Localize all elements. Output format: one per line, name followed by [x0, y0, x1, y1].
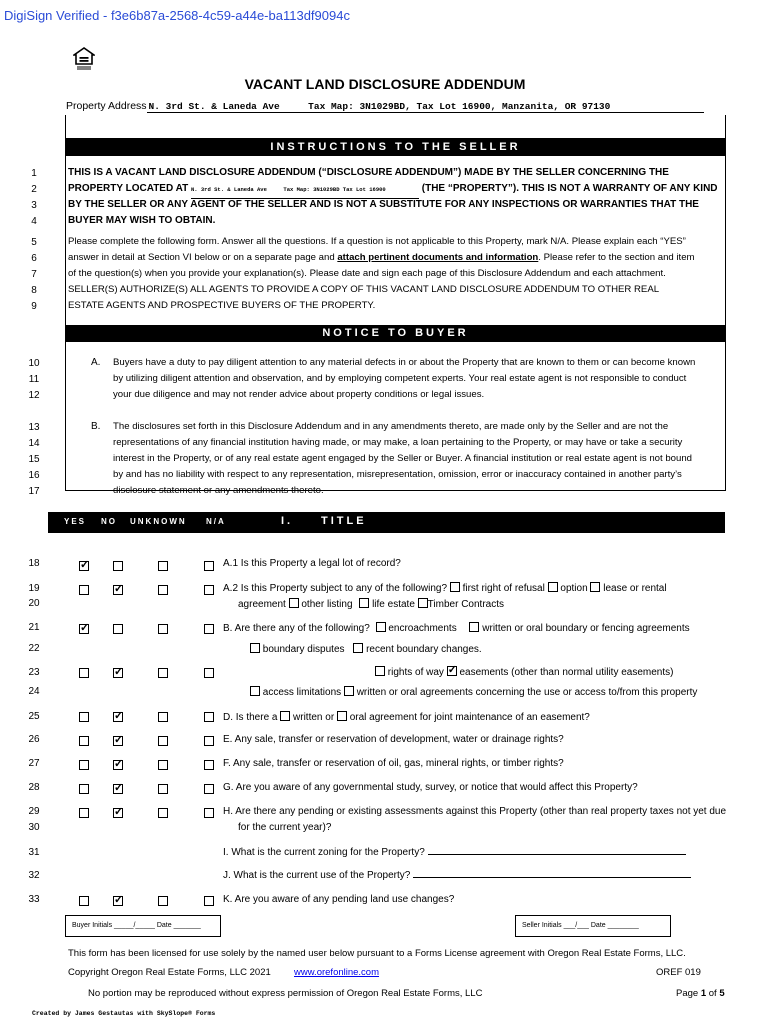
line-number: 12 [28, 390, 40, 401]
answer-na-checkbox[interactable] [204, 896, 214, 906]
col-yes: YES [64, 517, 87, 526]
current-use-input[interactable] [413, 877, 691, 878]
section-number: I. [281, 515, 294, 527]
line-number: 28 [28, 782, 40, 793]
page-label: Page [676, 988, 699, 999]
instruction-text: answer in detail at Section VI below or on a separate page and [68, 252, 335, 263]
answer-no-checkbox[interactable] [113, 624, 123, 634]
answer-na-checkbox[interactable] [204, 561, 214, 571]
answer-yes-checkbox[interactable] [79, 808, 89, 818]
question-f: F. Any sale, transfer or reservation of oil, gas, mineral rights, or timber rights? [223, 758, 564, 769]
property-address-row [66, 100, 716, 114]
encroachments-checkbox[interactable] [376, 622, 386, 632]
answer-unknown-checkbox[interactable] [158, 736, 168, 746]
line-number: 5 [31, 237, 37, 248]
first-right-checkbox[interactable] [450, 582, 460, 592]
line-number: 15 [28, 454, 40, 465]
option-label: boundary disputes [262, 644, 345, 655]
notice-header: NOTICE TO BUYER [66, 325, 725, 342]
notice-line: Buyers have a duty to pay diligent attention to any material defects in or about the Property that are known to them or can become known [113, 357, 696, 368]
answer-na-checkbox[interactable] [204, 624, 214, 634]
life-estate-checkbox[interactable] [359, 598, 369, 608]
notice-line: by utilizing diligent attention and observation, and by employing competent experts. Your real estate agent is not responsible to conduct [113, 373, 687, 384]
question-text: I. What is the current zoning for the Property? [223, 847, 425, 858]
question-b [223, 622, 690, 634]
line-number: 2 [31, 184, 37, 195]
license-notice: This form has been licensed for use solely by the named user below pursuant to a Forms License agreement with Oregon Real Estate Forms, LLC. [68, 948, 686, 959]
answer-yes-checkbox[interactable] [79, 736, 89, 746]
rights-of-way-checkbox[interactable] [375, 666, 385, 676]
question-a1: A.1 Is this Property a legal lot of record? [223, 558, 401, 569]
access-limitations-checkbox[interactable] [250, 686, 260, 696]
option-label: first right of refusal [462, 583, 545, 594]
boundary-disputes-checkbox[interactable] [250, 643, 260, 653]
answer-yes-checkbox[interactable] [79, 624, 89, 634]
line-number: 1 [31, 168, 37, 179]
notice-b-label: B. [91, 421, 101, 432]
option-label: written or oral agreements concerning the use or access to/from this property [356, 687, 698, 698]
recent-boundary-checkbox[interactable] [353, 643, 363, 653]
question-b-continued [250, 643, 482, 655]
property-location-field[interactable]: N. 3rd St. & Laneda Ave Tax Map: 3N1029BD Tax Lot 16900 [191, 182, 419, 199]
created-by: Created by James Gestautas with SkySlope® Forms [32, 1010, 216, 1017]
timber-contracts-checkbox[interactable] [418, 598, 428, 608]
line-number: 14 [28, 438, 40, 449]
instruction-text: . Please refer to the section and item [538, 252, 695, 263]
option-label: written or oral boundary or fencing agreements [482, 623, 690, 634]
line-number: 10 [28, 358, 40, 369]
question-text: J. What is the current use of the Property? [223, 870, 411, 881]
answer-yes-checkbox[interactable] [79, 784, 89, 794]
notice-line: The disclosures set forth in this Disclosure Addendum and in any amendments thereto, are made only by the Seller and are not the [113, 421, 669, 432]
question-c [375, 666, 673, 678]
notice-line: your due diligence and may not render advice about property conditions or legal issues. [113, 389, 485, 400]
instruction-line: BY THE SELLER OR ANY AGENT OF THE SELLER AND IS NOT A SUBSTITUTE FOR ANY INSPECTIONS OR WARRANTIES THAT THE [68, 199, 699, 210]
notice-a-label: A. [91, 357, 101, 368]
instruction-text: (THE “PROPERTY”). THIS IS NOT A WARRANTY OF ANY KIND [421, 183, 718, 194]
instruction-line: THIS IS A VACANT LAND DISCLOSURE ADDENDUM (“DISCLOSURE ADDENDUM”) MADE BY THE SELLER CONCERNING THE [68, 167, 669, 178]
instruction-line: BUYER MAY WISH TO OBTAIN. [68, 215, 216, 226]
answer-no-checkbox[interactable] [113, 712, 123, 722]
instructions-header: INSTRUCTIONS TO THE SELLER [66, 138, 725, 156]
form-number: OREF 019 [656, 967, 701, 978]
reproduction-notice: No portion may be reproduced without express permission of Oregon Real Estate Forms, LLC [88, 988, 483, 999]
line-number: 18 [28, 558, 40, 569]
question-g: G. Are you aware of any governmental study, survey, or notice that would affect this Property? [223, 782, 638, 793]
zoning-input[interactable] [428, 854, 686, 855]
answer-na-checkbox[interactable] [204, 808, 214, 818]
question-d [223, 711, 590, 723]
notice-line: by and has no liability with respect to any representation, misrepresentation, omission, error or inaccuracy contained in another party’s [113, 469, 682, 480]
line-number: 3 [31, 200, 37, 211]
col-no: NO [101, 517, 117, 526]
written-maintenance-checkbox[interactable] [280, 711, 290, 721]
question-h: H. Are there any pending or existing assessments against this Property (other than real property taxes not yet due [223, 806, 727, 817]
line-number: 24 [28, 686, 40, 697]
line-number: 11 [28, 374, 40, 385]
answer-unknown-checkbox[interactable] [158, 668, 168, 678]
page-number: 1 [700, 988, 707, 999]
line-number: 29 [28, 806, 40, 817]
access-agreements-checkbox[interactable] [344, 686, 354, 696]
line-number: 26 [28, 734, 40, 745]
question-text: B. Are there any of the following? [223, 623, 370, 634]
seller-initials-box[interactable]: Seller Initials ___/___ Date ________ [515, 915, 671, 937]
option-label: other listing [301, 599, 353, 610]
answer-unknown-checkbox[interactable] [158, 784, 168, 794]
page-total: 5 [719, 988, 725, 999]
digisign-verified-banner: DigiSign Verified - f3e6b87a-2568-4c59-a44e-ba113df9094c [4, 8, 350, 23]
option-label: access limitations [262, 687, 342, 698]
col-unknown: UNKNOWN [130, 517, 187, 526]
question-i [223, 847, 686, 858]
instruction-text: PROPERTY LOCATED AT [68, 183, 189, 194]
line-number: 21 [28, 622, 40, 633]
boundary-agreements-checkbox[interactable] [469, 622, 479, 632]
line-number: 31 [28, 847, 40, 858]
section-header-title [48, 512, 725, 533]
question-text: A.2 Is this Property subject to any of the following? [223, 583, 448, 594]
answer-yes-checkbox[interactable] [79, 561, 89, 571]
website-link[interactable]: www.orefonline.com [294, 967, 380, 978]
property-address-label: Property Address [66, 100, 147, 112]
line-number: 7 [31, 269, 37, 280]
answer-yes-checkbox[interactable] [79, 712, 89, 722]
buyer-initials-box[interactable]: Buyer Initials _____/_____ Date _______ [65, 915, 221, 937]
instruction-emphasis: attach pertinent documents and information [337, 252, 539, 263]
question-a2-continued [238, 598, 504, 610]
line-number: 4 [31, 216, 37, 227]
answer-no-checkbox[interactable] [113, 896, 123, 906]
oral-maintenance-checkbox[interactable] [337, 711, 347, 721]
line-number: 25 [28, 711, 40, 722]
option-label: written or [293, 712, 335, 723]
line-number: 16 [28, 470, 40, 481]
notice-line: representations of any financial institution having made, or may make, a loan pertaining to the Property, or may have or take a security [113, 437, 683, 448]
answer-na-checkbox[interactable] [204, 784, 214, 794]
question-c-continued [250, 686, 697, 698]
answer-unknown-checkbox[interactable] [158, 712, 168, 722]
answer-unknown-checkbox[interactable] [158, 808, 168, 818]
answer-na-checkbox[interactable] [204, 712, 214, 722]
answer-no-checkbox[interactable] [113, 760, 123, 770]
answer-na-checkbox[interactable] [204, 585, 214, 595]
copyright: Copyright Oregon Real Estate Forms, LLC 2021 [68, 967, 271, 978]
section-title: TITLE [321, 515, 367, 527]
property-address-value[interactable]: N. 3rd St. & Laneda Ave Tax Map: 3N1029BD, Tax Lot 16900, Manzanita, OR 97130 [147, 101, 704, 113]
answer-na-checkbox[interactable] [204, 736, 214, 746]
instruction-line: SELLER(S) AUTHORIZE(S) ALL AGENTS TO PROVIDE A COPY OF THIS VACANT LAND DISCLOSURE ADDENDUM TO OTHER REAL [68, 284, 660, 295]
line-number: 32 [28, 870, 40, 881]
answer-unknown-checkbox[interactable] [158, 896, 168, 906]
option-label: rights of way [387, 667, 444, 678]
option-label: Timber Contracts [427, 599, 504, 610]
answer-no-checkbox[interactable] [113, 668, 123, 678]
equal-housing-icon [73, 47, 95, 71]
question-j [223, 870, 691, 881]
question-e: E. Any sale, transfer or reservation of development, water or drainage rights? [223, 734, 564, 745]
line-number: 22 [28, 643, 40, 654]
lease-checkbox[interactable] [590, 582, 600, 592]
easements-checkbox[interactable] [447, 666, 457, 676]
answer-yes-checkbox[interactable] [79, 760, 89, 770]
page-indicator [676, 988, 725, 999]
other-listing-checkbox[interactable] [289, 598, 299, 608]
line-number: 30 [28, 822, 40, 833]
option-label: oral agreement for joint maintenance of an easement? [349, 712, 590, 723]
question-h-continued: for the current year)? [238, 822, 332, 833]
answer-unknown-checkbox[interactable] [158, 760, 168, 770]
instruction-line: Please complete the following form. Answer all the questions. If a question is not applicable to this Property, mark N/A. Please explain each “YES” [68, 236, 686, 247]
answer-yes-checkbox[interactable] [79, 585, 89, 595]
option-label: agreement [238, 599, 286, 610]
answer-no-checkbox[interactable] [113, 585, 123, 595]
instruction-line: of the question(s) when you provide your explanation(s). Please date and sign each page of this Disclosure Addendum and each attachment. [68, 268, 666, 279]
answer-no-checkbox[interactable] [113, 736, 123, 746]
answer-no-checkbox[interactable] [113, 784, 123, 794]
answer-unknown-checkbox[interactable] [158, 561, 168, 571]
option-checkbox[interactable] [548, 582, 558, 592]
instruction-line [68, 250, 695, 266]
line-number: 13 [28, 422, 40, 433]
line-number: 17 [28, 486, 40, 497]
answer-no-checkbox[interactable] [113, 808, 123, 818]
line-number: 6 [31, 253, 37, 264]
notice-line: interest in the Property, or of any real estate agent engaged by the Seller or Buyer. A financial institution or real estate agent is not bound [113, 453, 693, 464]
answer-yes-checkbox[interactable] [79, 668, 89, 678]
line-number: 23 [28, 667, 40, 678]
question-a2 [223, 582, 667, 594]
answer-na-checkbox[interactable] [204, 760, 214, 770]
answer-unknown-checkbox[interactable] [158, 585, 168, 595]
answer-no-checkbox[interactable] [113, 561, 123, 571]
option-label: recent boundary changes. [366, 644, 482, 655]
option-label: lease or rental [603, 583, 667, 594]
option-label: option [560, 583, 588, 594]
question-k: K. Are you aware of any pending land use changes? [223, 894, 455, 905]
line-number: 27 [28, 758, 40, 769]
page-title: VACANT LAND DISCLOSURE ADDENDUM [244, 76, 526, 92]
line-number: 9 [31, 301, 37, 312]
line-number: 8 [31, 285, 37, 296]
instruction-line: ESTATE AGENTS AND PROSPECTIVE BUYERS OF THE PROPERTY. [68, 300, 376, 311]
line-number: 20 [28, 598, 40, 609]
page-of: of [708, 988, 717, 999]
answer-yes-checkbox[interactable] [79, 896, 89, 906]
answer-na-checkbox[interactable] [204, 668, 214, 678]
question-text: D. Is there a [223, 712, 278, 723]
option-label: easements (other than normal utility easements) [459, 667, 674, 678]
col-na: N/A [206, 517, 226, 526]
notice-line: disclosure statement or any amendments thereto. [113, 485, 324, 496]
answer-unknown-checkbox[interactable] [158, 624, 168, 634]
option-label: encroachments [388, 623, 457, 634]
option-label: life estate [372, 599, 415, 610]
line-number: 19 [28, 583, 40, 594]
line-number: 33 [28, 894, 40, 905]
